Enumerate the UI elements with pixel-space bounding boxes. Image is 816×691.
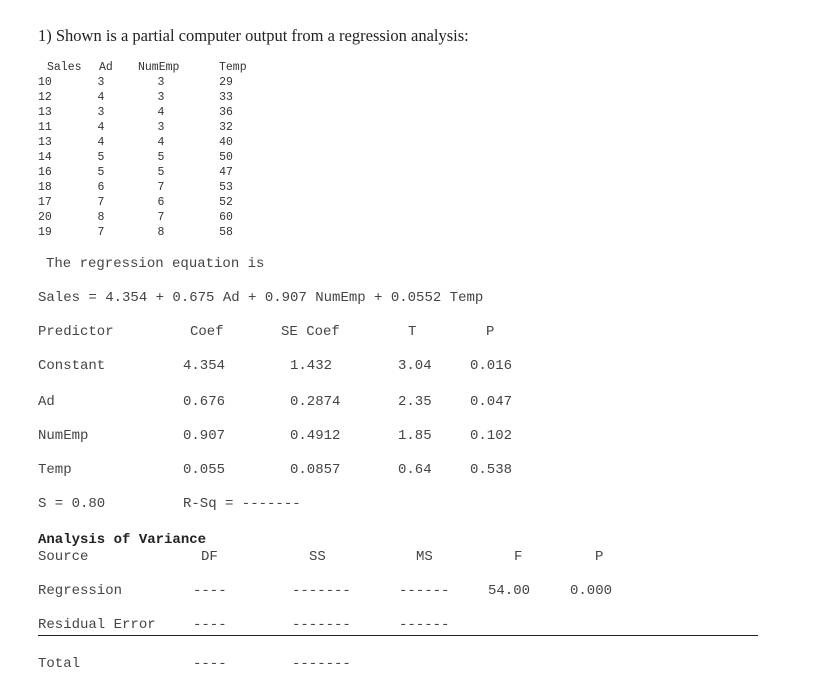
coef-cell: 0.907 <box>183 428 226 444</box>
divider-line <box>38 635 758 636</box>
coef-cell: 0.2874 <box>290 394 341 410</box>
coef-cell: 0.047 <box>470 394 513 410</box>
anova-header: Source <box>38 549 89 565</box>
anova-cell: ------- <box>292 656 351 672</box>
data-cell: 4 <box>97 136 105 149</box>
predictor-name: Constant <box>38 358 106 374</box>
data-cell: 58 <box>219 226 233 239</box>
data-cell: 3 <box>97 76 105 89</box>
data-cell: 40 <box>219 136 233 149</box>
coef-cell: 0.676 <box>183 394 226 410</box>
predictor-name: Temp <box>38 462 72 478</box>
data-header-sales: Sales <box>47 61 82 74</box>
coef-cell: 0.4912 <box>290 428 341 444</box>
anova-cell: ---- <box>193 656 227 672</box>
anova-header: DF <box>201 549 218 565</box>
anova-cell: ------- <box>292 617 351 633</box>
data-header-ad: Ad <box>99 61 113 74</box>
anova-cell: ------ <box>399 583 450 599</box>
data-cell: 8 <box>157 226 165 239</box>
anova-source: Total <box>38 656 81 672</box>
data-cell: 5 <box>97 166 105 179</box>
regression-equation: Sales = 4.354 + 0.675 Ad + 0.907 NumEmp + 0.0552 Temp <box>38 290 484 306</box>
coef-header: P <box>486 324 495 340</box>
coef-cell: 1.432 <box>290 358 333 374</box>
data-header-numemp: NumEmp <box>138 61 180 74</box>
anova-cell: ------- <box>292 583 351 599</box>
data-cell: 47 <box>219 166 233 179</box>
data-cell: 3 <box>157 76 165 89</box>
coef-cell: 0.055 <box>183 462 226 478</box>
coef-header: SE Coef <box>281 324 340 340</box>
coef-cell: 0.0857 <box>290 462 341 478</box>
data-cell: 4 <box>157 106 165 119</box>
anova-source: Residual Error <box>38 617 156 633</box>
data-cell: 19 <box>38 226 52 239</box>
data-cell: 20 <box>38 211 52 224</box>
data-cell: 3 <box>97 106 105 119</box>
coef-header: T <box>408 324 417 340</box>
data-cell: 6 <box>157 196 165 209</box>
coef-cell: 1.85 <box>398 428 432 444</box>
coef-header: Predictor <box>38 324 114 340</box>
data-cell: 5 <box>97 151 105 164</box>
data-cell: 16 <box>38 166 52 179</box>
data-cell: 7 <box>157 181 165 194</box>
data-cell: 36 <box>219 106 233 119</box>
data-cell: 13 <box>38 106 52 119</box>
data-cell: 14 <box>38 151 52 164</box>
data-cell: 18 <box>38 181 52 194</box>
regression-intro: The regression equation is <box>46 256 265 272</box>
predictor-name: NumEmp <box>38 428 89 444</box>
data-cell: 4 <box>157 136 165 149</box>
data-cell: 50 <box>219 151 233 164</box>
data-cell: 52 <box>219 196 233 209</box>
data-cell: 7 <box>97 226 105 239</box>
data-cell: 12 <box>38 91 52 104</box>
coef-cell: 0.64 <box>398 462 432 478</box>
anova-cell: ---- <box>193 583 227 599</box>
data-cell: 8 <box>97 211 105 224</box>
data-cell: 17 <box>38 196 52 209</box>
anova-title: Analysis of Variance <box>38 532 207 548</box>
coef-cell: 0.102 <box>470 428 513 444</box>
r-squared: R-Sq = ------- <box>183 496 301 512</box>
coef-header: Coef <box>190 324 224 340</box>
data-cell: 7 <box>157 211 165 224</box>
anova-cell: 54.00 <box>488 583 531 599</box>
data-cell: 10 <box>38 76 52 89</box>
data-cell: 33 <box>219 91 233 104</box>
anova-header: F <box>514 549 523 565</box>
coef-cell: 2.35 <box>398 394 432 410</box>
data-cell: 7 <box>97 196 105 209</box>
anova-header: SS <box>309 549 326 565</box>
anova-header: MS <box>416 549 433 565</box>
coef-cell: 0.538 <box>470 462 513 478</box>
data-cell: 6 <box>97 181 105 194</box>
data-cell: 4 <box>97 121 105 134</box>
coef-cell: 0.016 <box>470 358 513 374</box>
data-cell: 32 <box>219 121 233 134</box>
coef-cell: 3.04 <box>398 358 432 374</box>
data-cell: 3 <box>157 121 165 134</box>
data-cell: 13 <box>38 136 52 149</box>
coef-cell: 4.354 <box>183 358 226 374</box>
data-cell: 29 <box>219 76 233 89</box>
anova-cell: 0.000 <box>570 583 613 599</box>
anova-source: Regression <box>38 583 123 599</box>
s-value: S = 0.80 <box>38 496 106 512</box>
predictor-name: Ad <box>38 394 55 410</box>
anova-cell: ---- <box>193 617 227 633</box>
anova-header: P <box>595 549 604 565</box>
data-cell: 11 <box>38 121 52 134</box>
data-header-temp: Temp <box>219 61 247 74</box>
data-cell: 5 <box>157 166 165 179</box>
data-cell: 5 <box>157 151 165 164</box>
data-cell: 53 <box>219 181 233 194</box>
data-cell: 60 <box>219 211 233 224</box>
anova-cell: ------ <box>399 617 450 633</box>
data-cell: 3 <box>157 91 165 104</box>
question-text: 1) Shown is a partial computer output from a regression analysis: <box>38 26 469 45</box>
data-cell: 4 <box>97 91 105 104</box>
